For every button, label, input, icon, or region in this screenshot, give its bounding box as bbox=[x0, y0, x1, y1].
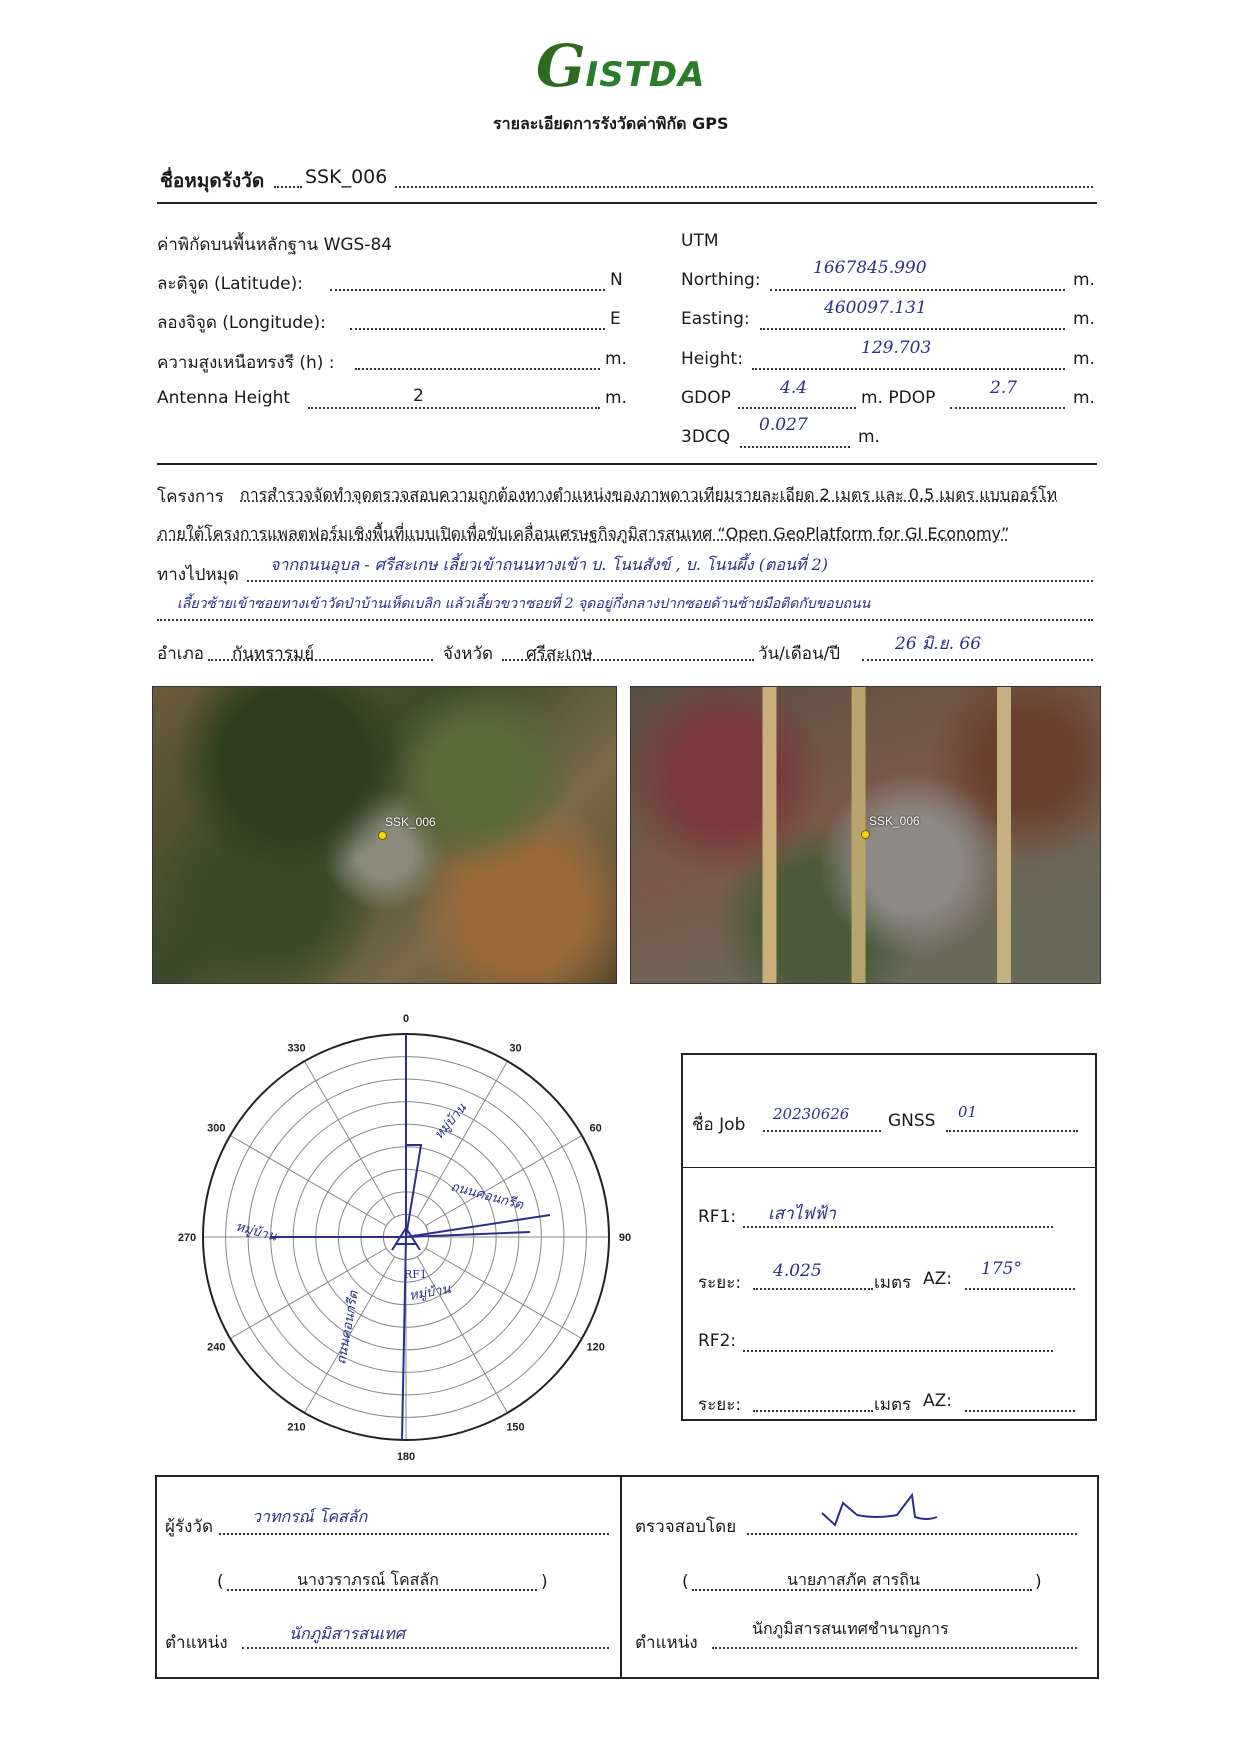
station-marker bbox=[378, 831, 387, 840]
az-label: AZ: bbox=[923, 1269, 953, 1289]
divider bbox=[157, 463, 1097, 465]
easting-unit: m. bbox=[1073, 309, 1095, 329]
northing-label: Northing: bbox=[681, 270, 761, 290]
latitude-label: ละติจูด (Latitude): bbox=[157, 274, 303, 294]
project-line1: การสำรวจจัดทำจุดตรวจสอบความถูกต้องทางตำแหน่งของภาพดาวเทียมรายละเอียด 2 เมตร และ 0.5 เมตร แบบออร์โท bbox=[240, 485, 1057, 504]
date-value: 26 มิ.ย. 66 bbox=[895, 634, 982, 654]
rf-mark: RF1 bbox=[404, 1268, 427, 1281]
skyplot-spoke bbox=[305, 1061, 396, 1218]
rf1-value: เสาไฟฟ้า bbox=[768, 1204, 836, 1224]
3dcq-value: 0.027 bbox=[759, 415, 808, 435]
gnss-value: 01 bbox=[958, 1103, 978, 1121]
azimuth-label: 90 bbox=[618, 1232, 632, 1244]
ellipsoid-height-field[interactable] bbox=[355, 368, 600, 370]
skyplot-spoke bbox=[230, 1248, 387, 1339]
station-value: SSK_006 bbox=[305, 166, 388, 188]
3dcq-label: 3DCQ bbox=[681, 427, 731, 447]
azimuth-label: 330 bbox=[287, 1042, 306, 1055]
surveyor-position: นักภูมิสารสนเทศ bbox=[289, 1624, 405, 1643]
azimuth-label: 120 bbox=[586, 1341, 605, 1354]
overview-map-label: SSK_006 bbox=[385, 815, 436, 829]
gnss-label: GNSS bbox=[888, 1111, 936, 1131]
page-title: รายละเอียดการรังวัดค่าพิกัด GPS bbox=[493, 114, 729, 133]
surveyor-label: ผู้รังวัด bbox=[165, 1517, 213, 1537]
antenna-height-unit: m. bbox=[605, 388, 627, 408]
checker-position-label: ตำแหน่ง bbox=[635, 1633, 698, 1653]
azimuth-label: 150 bbox=[506, 1421, 525, 1434]
utm-height-value: 129.703 bbox=[861, 338, 932, 358]
route-line2: เลี้ยวซ้ายเข้าซอยทางเข้าวัดป่าบ้านเห็ดเบลิก แล้วเลี้ยวขวาซอยที่ 2 จุดอยู่กึ่งกลางปากซอยด้านซ้ายมือติดกับขอบถนน bbox=[177, 596, 871, 612]
checker-name: นายภาสภัค สารถิน bbox=[787, 1570, 920, 1589]
latitude-field[interactable] bbox=[330, 289, 605, 291]
skyplot-note: ถนนคอนกรีต bbox=[448, 1179, 525, 1214]
detail-map bbox=[630, 686, 1101, 984]
logo-text: ISTDA bbox=[585, 55, 706, 95]
pdop-value: 2.7 bbox=[990, 378, 1018, 398]
azimuth-label: 240 bbox=[207, 1341, 226, 1354]
skyplot-note: ถนนคอนกรีต bbox=[334, 1289, 362, 1366]
longitude-label: ลองจิจูด (Longitude): bbox=[157, 313, 326, 333]
pdop-label: m. PDOP bbox=[861, 388, 936, 408]
gistda-logo bbox=[536, 32, 705, 100]
surveyor-position-label: ตำแหน่ง bbox=[165, 1633, 228, 1653]
checker-position: นักภูมิสารสนเทศชำนาญการ bbox=[752, 1619, 949, 1638]
signature-box: ผู้รังวัด วาทกรณ์ โคสลัก ( นางวราภรณ์ โคสลัก ) ตำแหน่ง นักภูมิสารสนเทศ ตรวจสอบโดย ( นายภาสภัค สารถิน ) ตำแหน่ง นักภูมิสารสนเทศชำนาญการ bbox=[155, 1475, 1099, 1679]
azimuth-label: 180 bbox=[396, 1451, 416, 1463]
rf2-field[interactable] bbox=[743, 1350, 1053, 1352]
antenna-height-label: Antenna Height bbox=[157, 388, 291, 408]
antenna-height-value: 2 bbox=[413, 386, 424, 406]
meter-label: เมตร bbox=[874, 1273, 912, 1293]
date-label: วัน/เดือน/ปี bbox=[758, 644, 841, 664]
province-value: ศรีสะเกษ bbox=[526, 644, 593, 664]
surveyor-signature: วาทกรณ์ โคสลัก bbox=[252, 1507, 368, 1526]
route-label: ทางไปหมุด bbox=[157, 565, 239, 585]
easting-label: Easting: bbox=[681, 309, 750, 329]
azimuth-label: 300 bbox=[207, 1122, 226, 1135]
station-label: ชื่อหมุดรังวัด bbox=[160, 170, 265, 192]
skyplot-note: หมู่บ้าน bbox=[233, 1219, 279, 1245]
skyplot-spoke bbox=[417, 1256, 508, 1413]
azimuth-label: 210 bbox=[287, 1421, 306, 1434]
gdop-label: GDOP bbox=[681, 388, 731, 408]
northing-value: 1667845.990 bbox=[813, 258, 927, 278]
skyplot-spoke bbox=[230, 1136, 387, 1227]
az2-field[interactable] bbox=[965, 1410, 1075, 1412]
station-marker bbox=[861, 830, 870, 839]
job-label: ชื่อ Job bbox=[692, 1115, 746, 1135]
gdop-value: 4.4 bbox=[780, 378, 808, 398]
skyplot-note: หมู่บ้าน bbox=[431, 1101, 470, 1143]
distance2-label: ระยะ: bbox=[698, 1395, 742, 1415]
ellipsoid-height-label: ความสูงเหนือทรงรี (h) : bbox=[157, 353, 335, 373]
az2-label: AZ: bbox=[923, 1391, 953, 1411]
easting-value: 460097.131 bbox=[824, 298, 927, 318]
overview-map bbox=[152, 686, 617, 984]
skyplot-note: หมู่บ้าน bbox=[408, 1281, 452, 1304]
obstruction-skyplot bbox=[140, 1000, 660, 1480]
job-info-box bbox=[681, 1053, 1097, 1421]
divider bbox=[157, 202, 1097, 204]
longitude-unit: E bbox=[610, 309, 621, 329]
rf2-label: RF2: bbox=[698, 1331, 737, 1351]
distance1-value: 4.025 bbox=[773, 1261, 822, 1281]
province-label: จังหวัด bbox=[443, 644, 494, 664]
job-value: 20230626 bbox=[773, 1105, 850, 1123]
route-line1: จากถนนอุบล - ศรีสะเกษ เลี้ยวเข้าถนนทางเข้า บ. โนนสังข์ , บ. โนนผึ้ง (ตอนที่ 2) bbox=[270, 555, 828, 574]
azimuth-label: 0 bbox=[402, 1013, 410, 1025]
ellipsoid-height-unit: m. bbox=[605, 349, 627, 369]
utm-title: UTM bbox=[681, 231, 719, 251]
checker-signature bbox=[817, 1485, 957, 1535]
detail-map-label: SSK_006 bbox=[869, 814, 920, 828]
district-label: อำเภอ bbox=[157, 644, 204, 664]
3dcq-unit: m. bbox=[858, 427, 880, 447]
distance2-field[interactable] bbox=[753, 1410, 873, 1412]
logo-g: G bbox=[536, 32, 586, 100]
project-line2: ภายใต้โครงการแพลตฟอร์มเชิงพื้นที่แบบเปิดเพื่อขับเคลื่อนเศรษฐกิจภูมิสารสนเทศ “Open GeoPlatform for GI Economy” bbox=[157, 524, 1010, 543]
azimuth-label: 60 bbox=[589, 1122, 602, 1135]
azimuth-label: 270 bbox=[177, 1232, 197, 1244]
meter2-label: เมตร bbox=[874, 1395, 912, 1415]
utm-height-unit: m. bbox=[1073, 349, 1095, 369]
pdop-unit: m. bbox=[1073, 388, 1095, 408]
azimuth-label: 30 bbox=[509, 1042, 522, 1055]
distance-label: ระยะ: bbox=[698, 1273, 742, 1293]
latitude-unit: N bbox=[610, 270, 623, 290]
longitude-field[interactable] bbox=[350, 328, 605, 330]
az1-value: 175° bbox=[981, 1259, 1022, 1279]
utm-height-label: Height: bbox=[681, 349, 743, 369]
northing-unit: m. bbox=[1073, 270, 1095, 290]
skyplot-spoke bbox=[425, 1136, 582, 1227]
surveyor-name: นางวราภรณ์ โคสลัก bbox=[297, 1570, 439, 1589]
checker-label: ตรวจสอบโดย bbox=[635, 1517, 737, 1537]
project-label: โครงการ bbox=[157, 487, 224, 507]
district-value: กันทรารมย์ bbox=[232, 644, 315, 664]
datum-label: ค่าพิกัดบนพื้นหลักฐาน WGS-84 bbox=[157, 235, 393, 255]
rf1-label: RF1: bbox=[698, 1207, 737, 1227]
